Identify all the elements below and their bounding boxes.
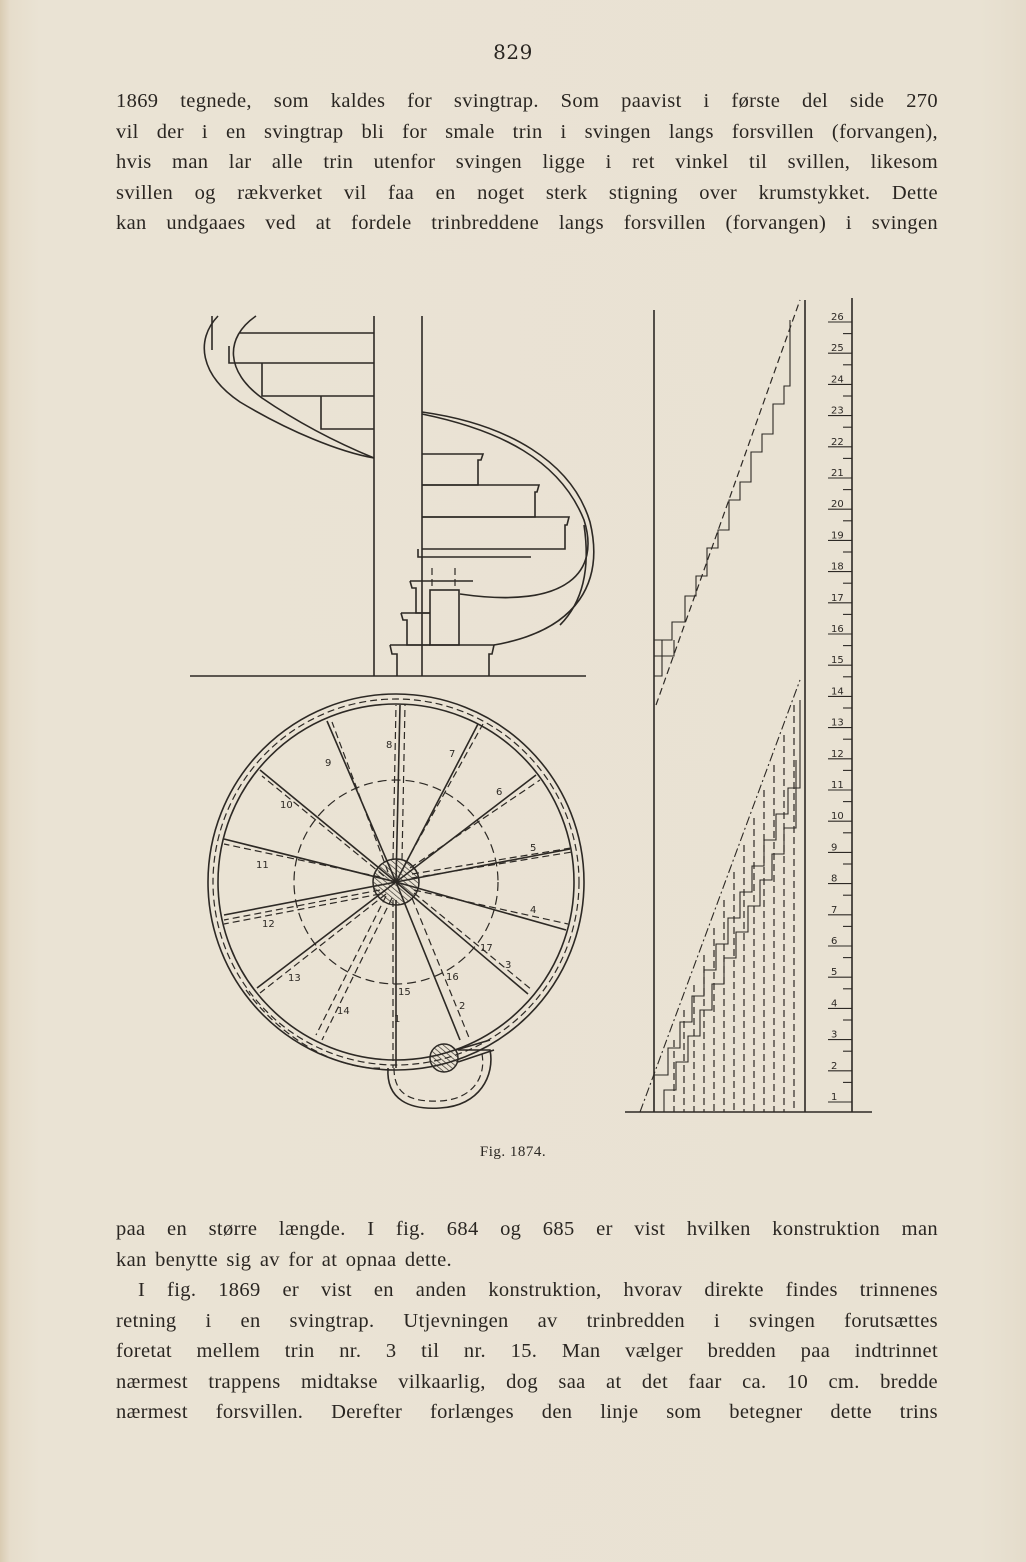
plan-step-label: 11: [256, 860, 269, 871]
scale-tick-label: 17: [831, 592, 844, 604]
scale-tick-label: 12: [831, 748, 844, 760]
spiral-elevation-drawing: [190, 316, 594, 676]
text-line: vil der i en svingtrap bli for smale trin i svingen langs forsvillen (forvangen),: [116, 120, 938, 143]
plan-step-label: 2: [459, 1001, 466, 1012]
scale-tick-label: 23: [831, 405, 844, 417]
plan-step-label: 15: [398, 987, 411, 998]
plan-step-label: 8: [386, 740, 393, 751]
scale-tick-label: 4: [831, 998, 838, 1010]
scale-tick-label: 9: [831, 842, 838, 854]
scale-tick-label: 1: [831, 1092, 838, 1103]
scale-tick-label: 18: [831, 561, 844, 573]
text-line: foretat mellem trin nr. 3 til nr. 15. Man vælger bredden paa indtrinnet: [116, 1340, 938, 1362]
plan-step-label: 4: [530, 905, 537, 916]
text-line: I fig. 1869 er vist en anden konstruktion, hvorav direkte findes trinnenes: [138, 1279, 938, 1301]
height-scale: [828, 298, 852, 1112]
text-line: 1869 tegnede, som kaldes for svingtrap. Som paavist i første del side 270: [116, 90, 938, 112]
text-line: hvis man lar alle trin utenfor svingen ligge i ret vinkel til svillen, likesom: [116, 151, 938, 173]
projection-lines: [674, 705, 794, 1112]
scale-tick-label: 14: [831, 686, 844, 698]
text-line: retning i en svingtrap. Utjevningen av trinbredden i svingen forutsættes: [116, 1309, 938, 1332]
text-line: svillen og rækverket vil faa en noget sterk stigning over krumstykket. Dette: [116, 181, 938, 204]
scale-tick-label: 5: [831, 967, 838, 979]
scale-tick-label: 25: [831, 343, 844, 355]
plan-step-label: 10: [280, 800, 293, 811]
scale-tick-label: 7: [831, 904, 838, 916]
scale-tick-label: 10: [831, 811, 844, 823]
scale-tick-label: 11: [831, 780, 844, 791]
plan-step-label: 3: [505, 960, 512, 971]
text-line: paa en større længde. I fig. 684 og 685 er vist hvilken konstruktion man: [116, 1218, 938, 1240]
scale-tick-label: 3: [831, 1029, 838, 1041]
scale-tick-label: 2: [831, 1060, 838, 1072]
plan-step-label: 9: [325, 758, 332, 769]
bottom-paragraph: [116, 1214, 938, 1428]
stair-development-drawing: [625, 300, 872, 1112]
figure-caption: Fig. 1874.: [479, 1144, 547, 1160]
scale-tick-label: 13: [831, 717, 844, 729]
plan-step-label: 5: [530, 843, 537, 854]
text-line: kan undgaaes ved at fordele trinbreddene langs forsvillen (forvangen) i svingen: [116, 212, 938, 234]
scale-tick-label: 16: [831, 624, 844, 635]
scale-tick-label: 15: [831, 655, 844, 667]
plan-step-label: 12: [262, 919, 275, 930]
scale-tick-label: 24: [831, 374, 844, 386]
plan-step-label: 7: [449, 749, 456, 760]
scale-tick-label: 21: [831, 468, 844, 479]
text-line: nærmest trappens midtakse vilkaarlig, dog saa at det faar ca. 10 cm. bredde: [116, 1370, 938, 1393]
plan-step-label: 6: [496, 787, 503, 798]
plan-step-label: 17: [480, 943, 493, 954]
scale-tick-label: 26: [831, 312, 844, 323]
plan-step-label: 1: [394, 1014, 401, 1025]
plan-step-label: 13: [288, 973, 301, 984]
scale-tick-label: 8: [831, 873, 838, 885]
plan-step-label: 16: [446, 972, 459, 983]
spiral-plan-drawing: [208, 694, 584, 1108]
text-line: nærmest forsvillen. Derefter forlænges den linje som betegner dette trins: [116, 1401, 938, 1423]
scale-tick-label: 6: [831, 936, 838, 947]
scale-tick-label: 22: [831, 436, 844, 448]
page-number: 829: [493, 40, 533, 64]
scale-tick-label: 19: [831, 530, 844, 542]
scale-tick-label: 20: [831, 499, 844, 511]
plan-step-label: 14: [337, 1006, 350, 1017]
text-line: kan benytte sig av for at opnaa dette.: [116, 1248, 452, 1271]
scale-ticks: [828, 312, 852, 1103]
